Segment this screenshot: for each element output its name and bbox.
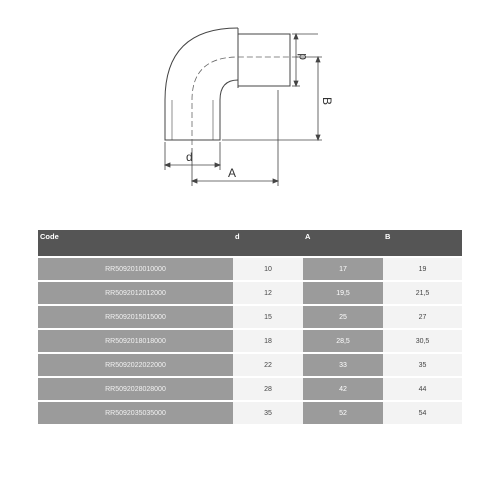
table-header-row	[38, 230, 462, 256]
cell-a: 52	[303, 402, 383, 424]
table-row	[38, 378, 462, 400]
table-row	[38, 282, 462, 304]
cell-code: RR5092018018000	[38, 330, 233, 352]
cell-b: 30,5	[383, 330, 462, 352]
label-d-bottom: d	[186, 150, 193, 164]
cell-d: 28	[233, 378, 303, 400]
cell-b: 35	[383, 354, 462, 376]
cell-code: RR5092010010000	[38, 258, 233, 280]
table-row	[38, 258, 462, 280]
table-row	[38, 402, 462, 424]
specification-table	[38, 228, 462, 426]
table-row	[38, 306, 462, 328]
table-row	[38, 354, 462, 376]
dimension-B	[222, 57, 322, 140]
label-B: B	[320, 97, 334, 106]
cell-code: RR5092028028000	[38, 378, 233, 400]
cell-a: 33	[303, 354, 383, 376]
fitting-outline	[165, 28, 290, 140]
header-b: B	[383, 230, 462, 256]
cell-b: 44	[383, 378, 462, 400]
cell-code: RR5092015015000	[38, 306, 233, 328]
cell-code: RR5092022022000	[38, 354, 233, 376]
header-a: A	[303, 230, 383, 256]
cell-a: 25	[303, 306, 383, 328]
cell-d: 15	[233, 306, 303, 328]
header-code: Code	[38, 230, 233, 256]
cell-code: RR5092035035000	[38, 402, 233, 424]
cell-code: RR5092012012000	[38, 282, 233, 304]
cell-a: 28,5	[303, 330, 383, 352]
cell-b: 21,5	[383, 282, 462, 304]
header-d: d	[233, 230, 303, 256]
table-row	[38, 330, 462, 352]
cell-d: 22	[233, 354, 303, 376]
cell-a: 19,5	[303, 282, 383, 304]
elbow-fitting-drawing	[0, 0, 500, 200]
cell-b: 19	[383, 258, 462, 280]
cell-d: 10	[233, 258, 303, 280]
cell-b: 54	[383, 402, 462, 424]
label-d-side: d	[295, 53, 309, 60]
label-A: A	[228, 166, 237, 180]
cell-a: 17	[303, 258, 383, 280]
cell-a: 42	[303, 378, 383, 400]
cell-b: 27	[383, 306, 462, 328]
centerline	[192, 57, 300, 145]
cell-d: 12	[233, 282, 303, 304]
cell-d: 35	[233, 402, 303, 424]
cell-d: 18	[233, 330, 303, 352]
